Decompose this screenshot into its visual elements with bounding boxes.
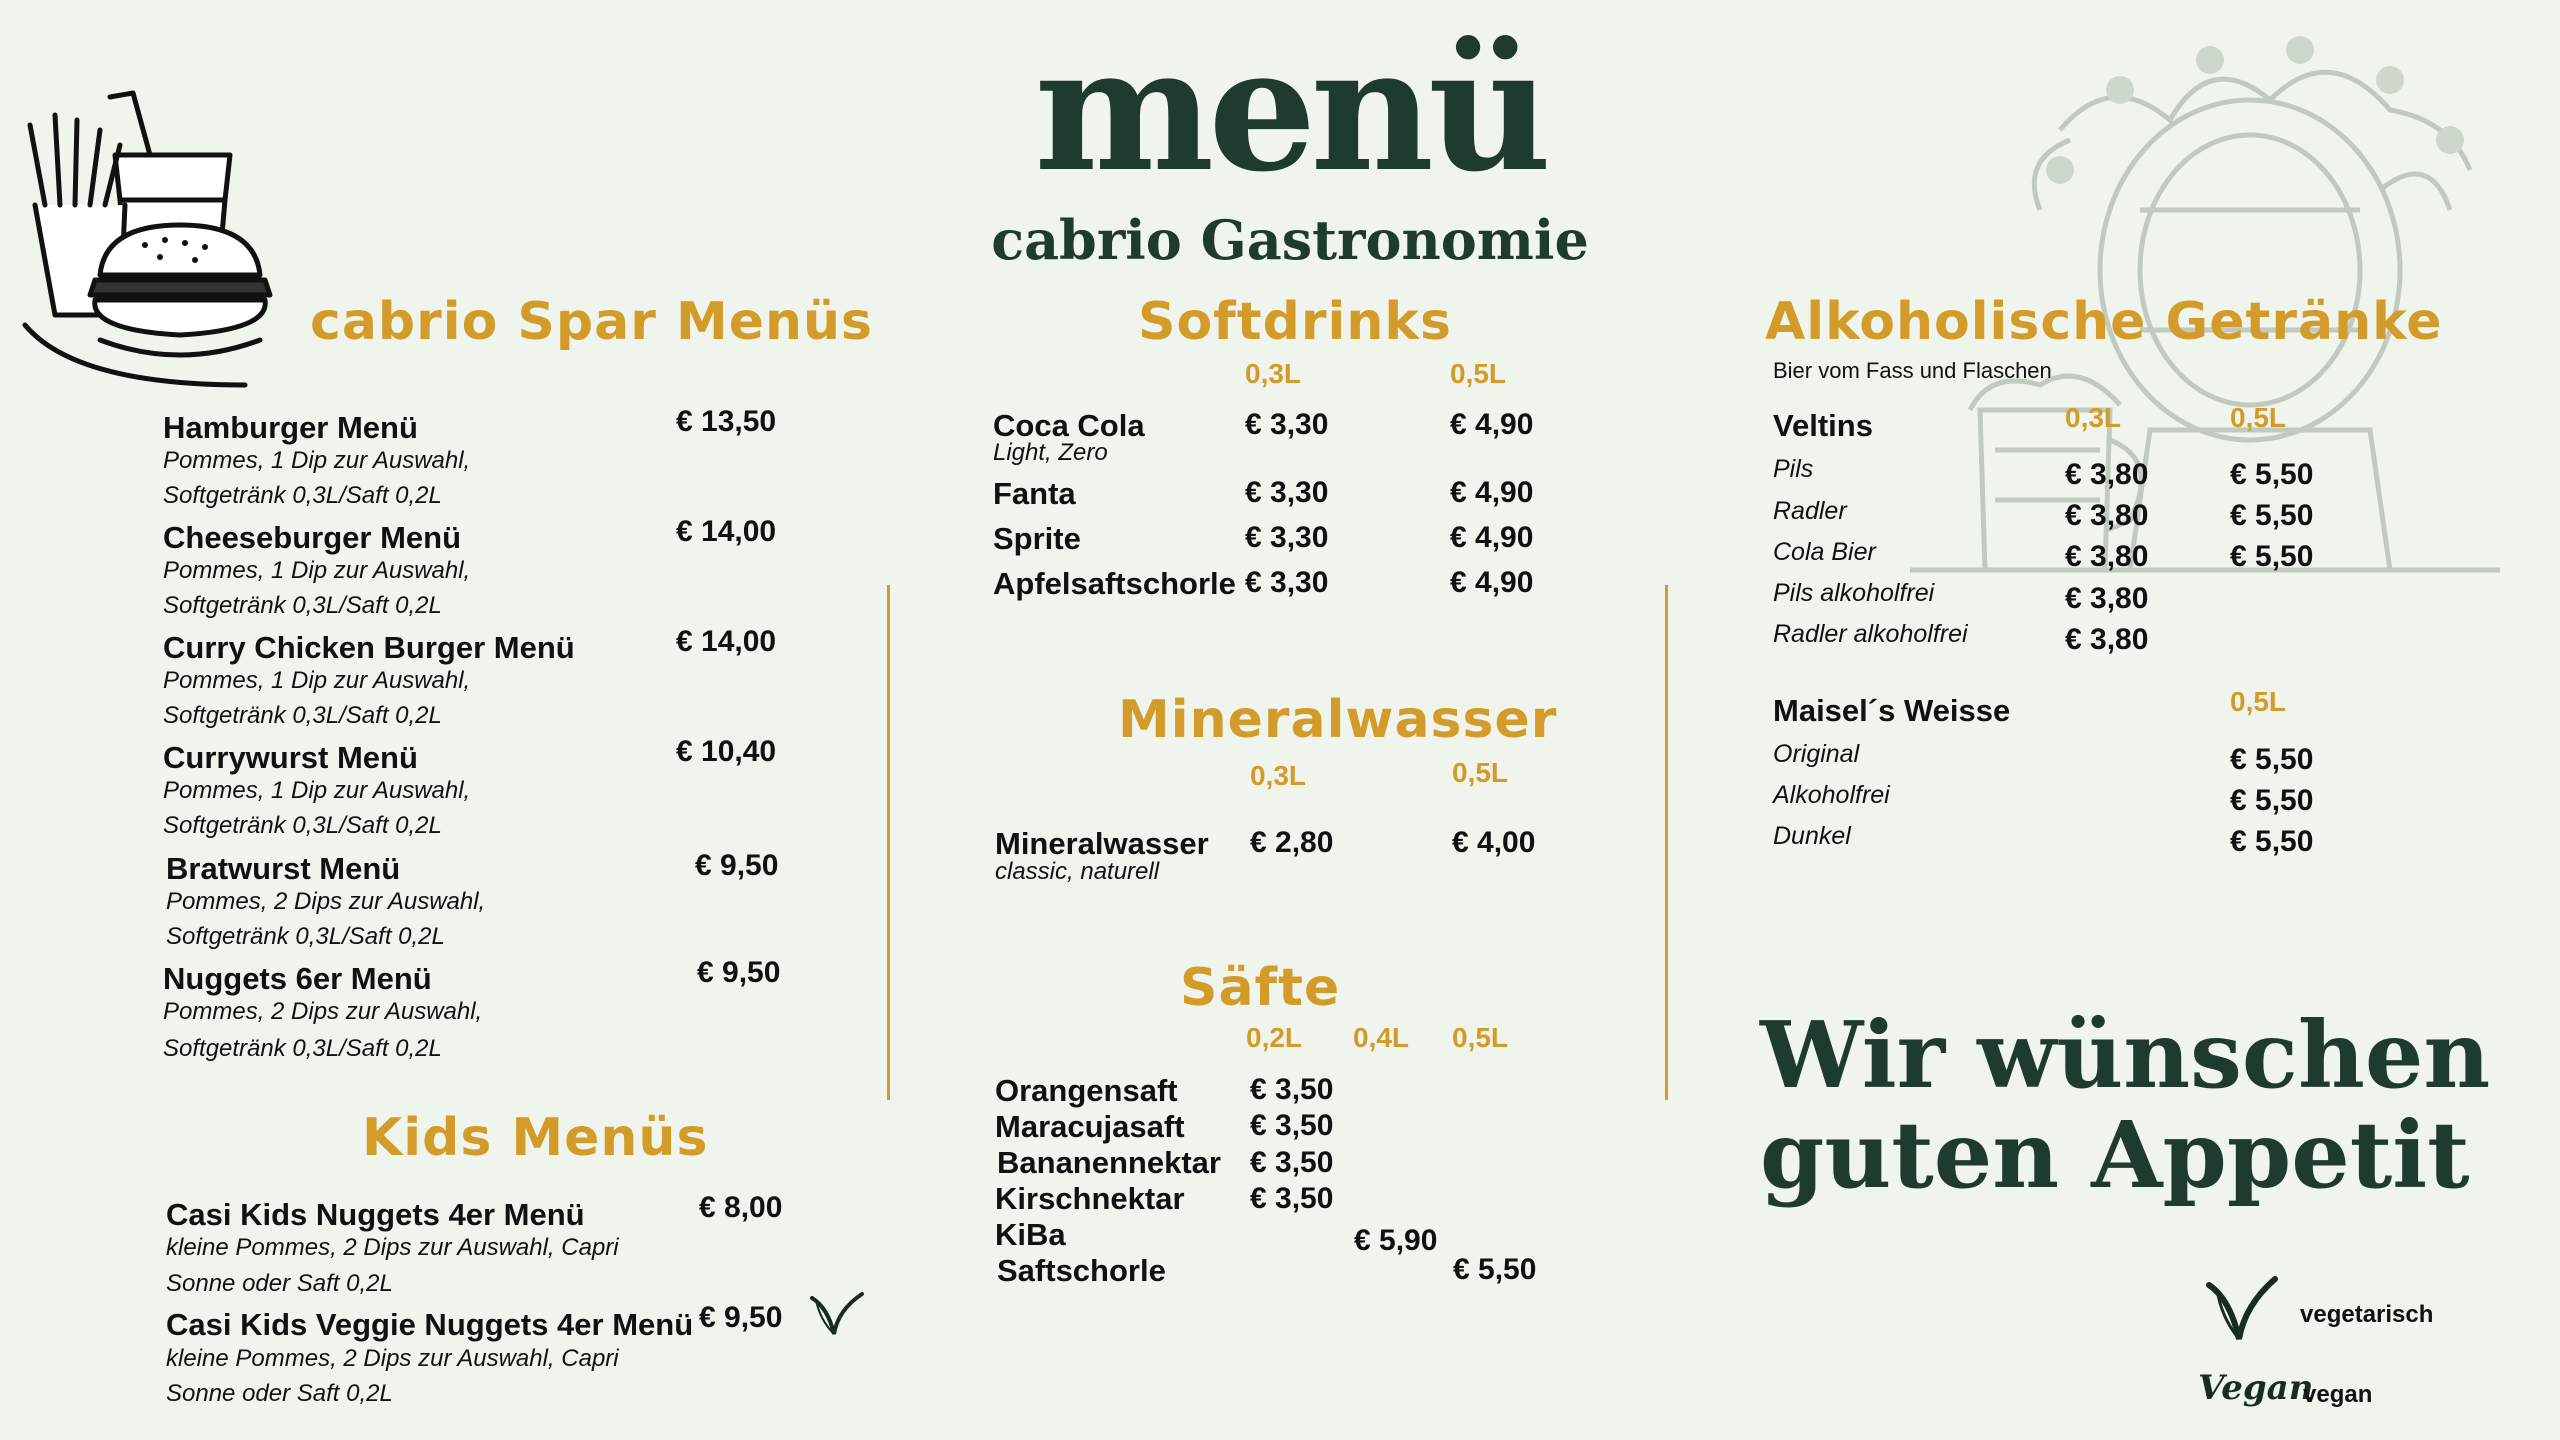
spar-item-name: Curry Chicken Burger Menü xyxy=(163,630,575,665)
spar-item-desc: Pommes, 1 Dip zur Auswahl, xyxy=(163,447,471,474)
page-title: menü xyxy=(1034,10,1546,210)
vegetarian-leaf-icon xyxy=(808,1290,866,1338)
beer-price: € 5,50 xyxy=(2230,499,2314,532)
vegan-logo-icon: Vegan xyxy=(2198,1368,2314,1408)
veltins-size-label: 0,3L xyxy=(2065,402,2122,433)
beer-price: € 5,50 xyxy=(2230,825,2314,858)
saft-name: KiBa xyxy=(995,1217,1066,1252)
beer-price: € 3,80 xyxy=(2065,582,2149,615)
spar-item-name: Cheeseburger Menü xyxy=(163,520,462,555)
legend-vegan-label: vegan xyxy=(2303,1381,2373,1408)
kids-item-desc: Sonne oder Saft 0,2L xyxy=(166,1270,393,1297)
column-divider-right xyxy=(1665,585,1668,1100)
spar-item-price: € 14,00 xyxy=(676,515,777,548)
beer-price: € 3,80 xyxy=(2065,540,2149,573)
beer-name: Radler alkoholfrei xyxy=(1773,620,1968,648)
kids-item-name: Casi Kids Veggie Nuggets 4er Menü xyxy=(166,1307,694,1342)
beer-price: € 5,50 xyxy=(2230,784,2314,817)
kids-item-name: Casi Kids Nuggets 4er Menü xyxy=(166,1197,585,1232)
saft-price: € 3,50 xyxy=(1250,1146,1334,1179)
column-divider-left xyxy=(887,585,890,1100)
spar-item-desc: Softgetränk 0,3L/Saft 0,2L xyxy=(163,702,442,729)
spar-item-price: € 13,50 xyxy=(676,405,777,438)
spar-item-name: Bratwurst Menü xyxy=(166,851,401,886)
spar-item-desc: Pommes, 1 Dip zur Auswahl, xyxy=(163,557,471,584)
closing-line-1: Wir wünschen xyxy=(1760,1001,2491,1109)
beer-name: Pils xyxy=(1773,455,1814,483)
softdrink-sub: Light, Zero xyxy=(993,439,1108,466)
spar-item-price: € 9,50 xyxy=(697,956,781,989)
spar-item-desc: Softgetränk 0,3L/Saft 0,2L xyxy=(163,482,442,509)
spar-item-price: € 9,50 xyxy=(695,849,779,882)
saft-price: € 3,50 xyxy=(1250,1109,1334,1142)
spar-item-desc: Pommes, 2 Dips zur Auswahl, xyxy=(166,888,486,915)
softdrink-price: € 3,30 xyxy=(1245,521,1329,554)
kids-item-desc: Sonne oder Saft 0,2L xyxy=(166,1380,393,1407)
kids-item-price: € 9,50 xyxy=(699,1301,783,1334)
softdrinks-size-label: 0,5L xyxy=(1450,358,1507,389)
beer-price: € 5,50 xyxy=(2230,743,2314,776)
beer-name: Dunkel xyxy=(1773,822,1851,850)
softdrink-name: Fanta xyxy=(993,476,1076,511)
mineral-size-label: 0,3L xyxy=(1250,760,1307,791)
spar-item-desc: Softgetränk 0,3L/Saft 0,2L xyxy=(163,1035,442,1062)
softdrink-price: € 4,90 xyxy=(1450,521,1534,554)
spar-item-desc: Softgetränk 0,3L/Saft 0,2L xyxy=(163,812,442,839)
spar-item-desc: Softgetränk 0,3L/Saft 0,2L xyxy=(166,923,445,950)
beer-price: € 5,50 xyxy=(2230,540,2314,573)
saft-name: Kirschnektar xyxy=(995,1181,1185,1216)
softdrink-price: € 4,90 xyxy=(1450,566,1534,599)
saefte-size-label: 0,5L xyxy=(1452,1022,1509,1053)
beer-name: Original xyxy=(1773,740,1860,768)
beer-price: € 3,80 xyxy=(2065,499,2149,532)
mineral-price: € 2,80 xyxy=(1250,826,1334,859)
spar-item-name: Nuggets 6er Menü xyxy=(163,961,432,996)
softdrinks-title: Softdrinks xyxy=(1138,292,1452,352)
softdrink-price: € 4,90 xyxy=(1450,408,1534,441)
vegetarian-leaf-icon xyxy=(2205,1275,2280,1345)
kids-item-desc: kleine Pommes, 2 Dips zur Auswahl, Capri xyxy=(166,1345,619,1372)
alkohol-title: Alkoholische Getränke xyxy=(1765,292,2443,352)
spar-item-price: € 10,40 xyxy=(676,735,777,768)
beer-name: Radler xyxy=(1773,497,1847,525)
softdrinks-size-label: 0,3L xyxy=(1245,358,1302,389)
spar-item-desc: Softgetränk 0,3L/Saft 0,2L xyxy=(163,592,442,619)
beer-name: Pils alkoholfrei xyxy=(1773,579,1935,607)
beer-price: € 3,80 xyxy=(2065,623,2149,656)
mineral-sub: classic, naturell xyxy=(995,858,1160,885)
spar-item-name: Currywurst Menü xyxy=(163,740,418,775)
spar-item-name: Hamburger Menü xyxy=(163,410,418,445)
softdrink-price: € 3,30 xyxy=(1245,566,1329,599)
saefte-title: Säfte xyxy=(1180,958,1341,1018)
softdrink-name: Coca Cola xyxy=(993,408,1145,443)
alkohol-subtitle: Bier vom Fass und Flaschen xyxy=(1773,358,2052,383)
softdrink-name: Apfelsaftschorle xyxy=(993,566,1236,601)
saft-price: € 3,50 xyxy=(1250,1182,1334,1215)
spar-item-desc: Pommes, 1 Dip zur Auswahl, xyxy=(163,777,471,804)
maisel-name: Maisel´s Weisse xyxy=(1773,693,2011,728)
softdrink-price: € 3,30 xyxy=(1245,408,1329,441)
saft-name: Saftschorle xyxy=(997,1253,1166,1288)
mineral-size-label: 0,5L xyxy=(1452,757,1509,788)
saefte-size-label: 0,2L xyxy=(1246,1022,1303,1053)
spar-item-desc: Pommes, 2 Dips zur Auswahl, xyxy=(163,998,483,1025)
saft-name: Orangensaft xyxy=(995,1073,1178,1108)
beer-price: € 5,50 xyxy=(2230,458,2314,491)
kids-item-desc: kleine Pommes, 2 Dips zur Auswahl, Capri xyxy=(166,1234,619,1261)
veltins-name: Veltins xyxy=(1773,408,1873,443)
softdrink-name: Sprite xyxy=(993,521,1081,556)
mineral-price: € 4,00 xyxy=(1452,826,1536,859)
mineralwasser-title: Mineralwasser xyxy=(1118,690,1558,750)
legend-vegetarian-label: vegetarisch xyxy=(2300,1301,2434,1328)
mineral-name: Mineralwasser xyxy=(995,826,1209,861)
saefte-size-label: 0,4L xyxy=(1353,1022,1410,1053)
softdrink-price: € 3,30 xyxy=(1245,476,1329,509)
softdrink-price: € 4,90 xyxy=(1450,476,1534,509)
beer-name: Cola Bier xyxy=(1773,538,1876,566)
beer-name: Alkoholfrei xyxy=(1773,781,1890,809)
saft-name: Maracujasaft xyxy=(995,1109,1185,1144)
page-subtitle: cabrio Gastronomie xyxy=(991,208,1589,272)
beer-price: € 3,80 xyxy=(2065,458,2149,491)
fastfood-illustration-icon xyxy=(15,85,315,395)
maisel-size-label: 0,5L xyxy=(2230,686,2287,717)
saft-price: € 5,90 xyxy=(1354,1224,1438,1257)
saft-name: Bananennektar xyxy=(997,1145,1221,1180)
kids-item-price: € 8,00 xyxy=(699,1191,783,1224)
kids-menus-title: Kids Menüs xyxy=(362,1108,709,1168)
saft-price: € 5,50 xyxy=(1453,1253,1537,1286)
spar-item-price: € 14,00 xyxy=(676,625,777,658)
closing-line-2: guten Appetit xyxy=(1760,1101,2470,1209)
spar-item-desc: Pommes, 1 Dip zur Auswahl, xyxy=(163,667,471,694)
veltins-size-label: 0,5L xyxy=(2230,402,2287,433)
saft-price: € 3,50 xyxy=(1250,1073,1334,1106)
spar-menus-title: cabrio Spar Menüs xyxy=(310,292,873,352)
